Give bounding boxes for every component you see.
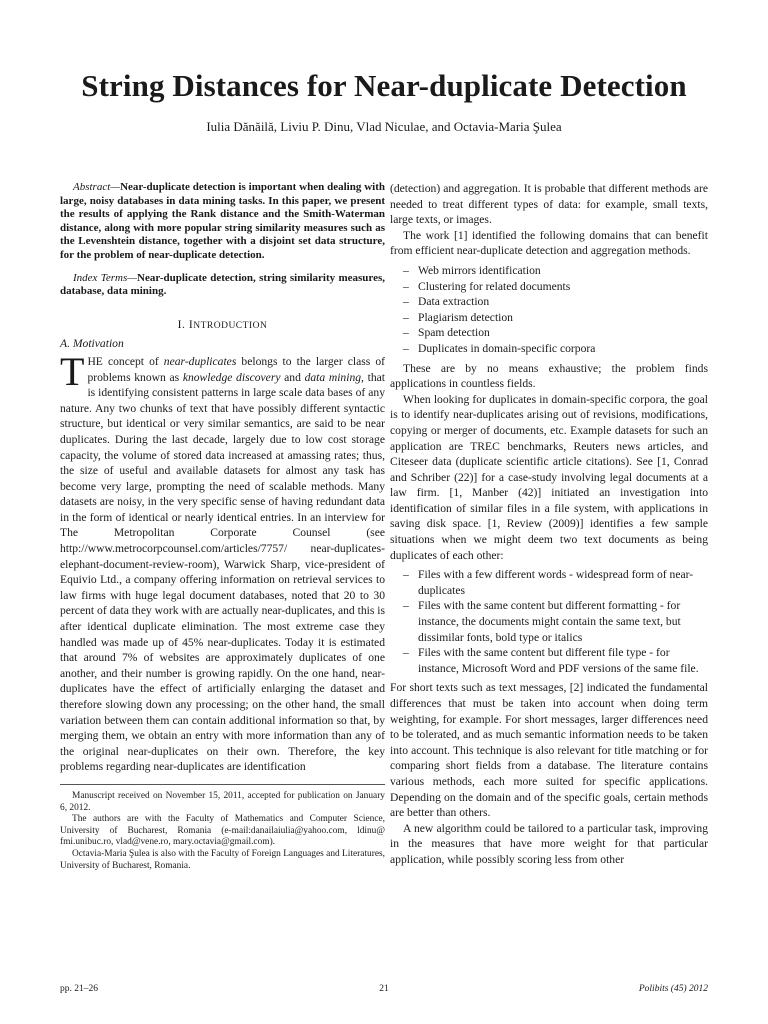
intro-text-4: , that is identifying consistent patterns in large scale data bases of any nature. Any two chunks of text that have possibly different syntactic structure, but identical or very similar semantics, are said to be near duplicates. During the last decade, largely due to low cost storage capacity, the volume of stored data increased at amassing rates; thus, the size of useful and available datasets for almost any task has become very large, prompting the need of scalable methods. Many datasets are noisy, in the very specific sense of having redundant data in the form of identical or nearly identical entries. In an interview for The Metropolitan Corporate Counsel (see http://www.metrocorpcounsel.com/articles/7757/ near-duplicates-elephant-document-review-room), Warwick Sharp, vice-president of Equivio Ltd., a company offering information on retrieval services to law firms with huge legal document databases, noted that 20 to 30 percent of data they work with are actually near-duplicates, and this is after identical duplicate elimination. The most extreme case they handled was made up of 45% near-duplicates. Today it is estimated that around 7% of websites are approximately duplicates of one another, and their number is growing rapidly. On the one hand, near-duplicates have the effect of artificially enlarging the dataset and therefore slowing down any processing; on the other hand, the small variation between them can contain additional information so that, by merging them, we obtain an entry with more information than any of the original near-duplicates on their own. Therefore, the key problems regarding near-duplicates are identification [60, 370, 385, 774]
index-terms-text: Near-duplicate detection, string similarity measures, database, data mining. [60, 271, 385, 298]
footer-journal: Polibits (45) 2012 [638, 984, 708, 994]
list-item: – Files with the same content but different file type - for instance, Microsoft Word and PDF versions of the same file. [390, 645, 708, 676]
paper-title: String Distances for Near-duplicate Detection [81, 68, 687, 103]
section-number: I. [177, 317, 189, 331]
section-heading-introduction [60, 317, 385, 335]
paragraph-domains-intro: The work [1] identified the following domains that can benefit from efficient near-duplicate detection and aggregation methods. [390, 228, 708, 258]
list-item: – Data extraction [390, 294, 708, 310]
footnote-manuscript: Manuscript received on November 15, 2011, accepted for publication on January 6, 2012. [60, 790, 385, 813]
intro-text-1: HE concept of [87, 354, 164, 368]
abstract [60, 181, 385, 263]
abstract-lead: Abstract— [73, 181, 121, 193]
footnote-affiliation-2: Octavia-Maria Şulea is also with the Faculty of Foreign Languages and Literatures, University of Bucharest, Romania. [60, 848, 385, 871]
paragraph-exhaustive: These are by no means exhaustive; the problem finds applications in countless fields. [390, 361, 708, 391]
footnote-affiliation: The authors are with the Faculty of Mathematics and Computer Science, University of Bucharest, Romania (e-mail:danailaiulia@yahoo.com, ldinu@ fmi.unibuc.ro, vlad@vene.ro, mary.octavia@gmail.com). [60, 814, 385, 848]
section-first-letter: I [188, 317, 194, 331]
footer-page-number: 21 [379, 984, 389, 994]
paragraph-short-texts: For short texts such as text messages, [2] indicated the fundamental differences that must be taken into account when doing term weighting, for example. For short messages, larger differences need to be tolerated, and as much semantic information needs to be taken into account. This technique is also relevant for title matching or for comparing short fields from a database. The literature contains various methods, each more suited for specific applications. Depending on the domain and of the specific goals, certain methods are better than others. [390, 681, 708, 820]
right-column [390, 181, 708, 868]
term-knowledge-discovery: knowledge discovery [182, 370, 281, 384]
domain-list [390, 263, 708, 357]
list-item: – Files with the same content but different formatting - for instance, the documents might contain the same text, but dissimilar fonts, bold type or italics [390, 598, 708, 645]
intro-text-3: and [280, 370, 305, 384]
intro-text-2: belongs to the larger class of problems known as [87, 354, 385, 384]
list-item: – Plagiarism detection [390, 310, 708, 326]
author-list: Iulia Dănăilă, Liviu P. Dinu, Vlad Niculae, and Octavia-Maria Şulea [206, 119, 562, 134]
list-item: – Clustering for related documents [390, 279, 708, 295]
term-data-mining: data mining [304, 370, 362, 384]
list-item: – Spam detection [390, 325, 708, 341]
paragraph-continuation: (detection) and aggregation. It is probable that different methods are needed to treat different types of data: for example, small texts, large texts, or images. [390, 182, 708, 227]
paragraph-domain-corpora: When looking for duplicates in domain-specific corpora, the goal is to identify near-duplicates arising out of revisions, modifications, copying or merger of documents, etc. Example datasets for such an application are TREC benchmarks, Reuters news articles, and Citeseer data (duplicate scientific article citations). See [1, Conrad and Schriber (22)] for a case-study involving legal documents at a law firm. [1, Manber (42)] initiated an investigation into identification of similar files in a file system, with applications in saving disk space. [1, Review (2009)] identifies a few sample situations when we might deem two text documents as being duplicates of each other: [390, 392, 708, 562]
intro-paragraph [60, 348, 385, 775]
abstract-text: Near-duplicate detection is important when dealing with large, noisy databases in data mining tasks. In this paper, we present the results of applying the Rank distance and the Smith-Waterman distance, along with more popular string similarity measures such as the Levenshtein distance, together with a disjoint set data structure, for the problem of near-duplicate detection. [60, 181, 385, 261]
drop-cap: T [60, 348, 85, 394]
left-column [60, 181, 385, 872]
list-item: – Web mirrors identification [390, 263, 708, 279]
list-item: – Duplicates in domain-specific corpora [390, 341, 708, 357]
index-terms [60, 272, 385, 299]
footer-pages: pp. 21–26 [60, 984, 98, 994]
footnotes [60, 784, 385, 872]
subsection-heading-motivation: A. Motivation [60, 337, 124, 351]
term-near-duplicates: near-duplicates [163, 354, 237, 368]
paragraph-new-algorithm: A new algorithm could be tailored to a particular task, improving in the measures that have more weight for that particular application, while possibly scoring less from other [390, 821, 708, 866]
section-rest: NTRODUCTION [193, 320, 268, 331]
index-terms-lead: Index Terms— [73, 271, 138, 284]
duplicate-case-list [390, 567, 708, 676]
list-item: – Files with a few different words - widespread form of near-duplicates [390, 567, 708, 598]
